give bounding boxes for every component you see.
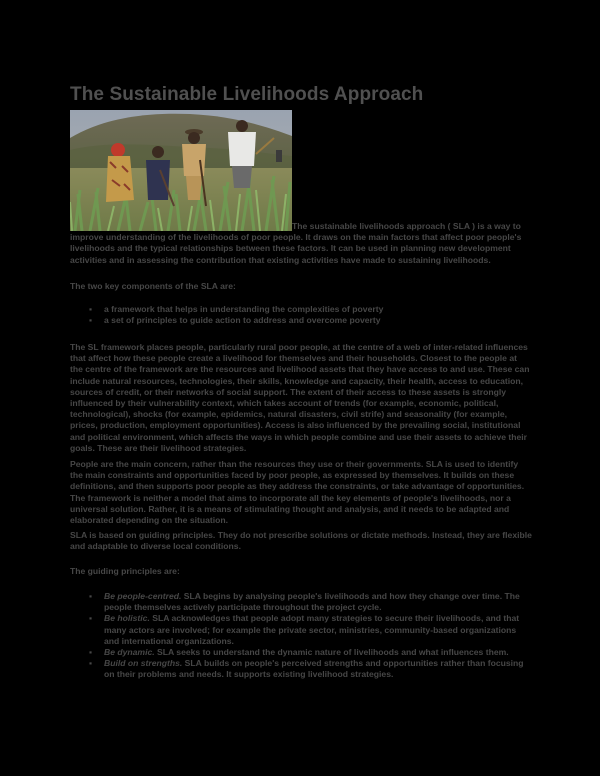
principle-label: Be people-centred. [104,591,182,601]
principle-text: SLA begins by analysing people's livelihoods and how they change over time. The people themselves actively participate throughout the project cycle. [104,591,520,613]
list-item [70,658,532,680]
components-list [70,304,532,326]
page-title: The Sustainable Livelihoods Approach [70,84,424,105]
list-item [70,591,532,613]
farmers-photo [70,110,292,231]
framework-paragraph: The SL framework places people, particularly rural poor people, at the centre of a web of inter-related influences that affect how these people create a livelihood for themselves and their households. Closest to the people at the centre of the framework are the resources and livelihood assets that they have access to and use. These can include natural resources, technologies, their skills, knowledge and capacity, their health, access to education, sources of credit, or their networks of social support. The extent of their access to these assets is strongly influenced by their vulnerability context, which takes account of trends (for example, economic, political, technological), shocks (for example, epidemics, natural disasters, civil strife) and seasonality (for example, prices, production, employment opportunities). Access is also influenced by the prevailing social, institutional and political environment, which affects the ways in which people combine and use their assets to achieve their goals. These are their livelihood strategies. [70,342,530,453]
intro-paragraph: The sustainable livelihoods approach ( SLA ) is a way to improve understanding of the livelihoods of poor people. It draws on the main factors that affect poor people's livelihoods and the typical relationships between these factors. It can be used in planning new development activities and in assessing the contribution that existing activities have made to sustaining livelihoods. [70,221,522,265]
list-item [70,647,532,658]
bullet-icon: ▪ [89,647,93,658]
bullet-icon: ▪ [89,304,93,314]
list-item [70,613,532,647]
principles-intro: The guiding principles are: [70,566,180,576]
bullet-icon: ▪ [89,315,93,326]
principle-text: SLA seeks to understand the dynamic nature of livelihoods and what influences them. [154,647,509,658]
list-item-text: a framework that helps in understanding the complexities of poverty [104,304,384,314]
list-item-text: a set of principles to guide action to address and overcome poverty [104,315,381,326]
principles-list [70,591,532,681]
principle-label: Build on strengths. [104,658,183,669]
principle-label: Be holistic. [104,613,150,624]
bullet-icon: ▪ [89,613,93,624]
bullet-icon: ▪ [89,591,93,601]
components-intro: The two key components of the SLA are: [70,281,236,291]
guiding-paragraph: SLA is based on guiding principles. They do not prescribe solutions or dictate methods. Instead, they are flexible and adaptable to diverse local conditions. [70,530,532,552]
photo-farmers-field-icon [70,110,292,231]
list-item [70,315,532,326]
people-paragraph: People are the main concern, rather than the resources they use or their governments. SLA is used to identify the main constraints and opportunities faced by poor people, as expressed by themselves. It builds on these definitions, and then supports poor people as they address the constraints, or take advantage of opportunities. The framework is neither a model that aims to incorporate all the key elements of people's livelihoods, nor a universal solution. Rather, it is a means of stimulating thought and analysis, and it needs to be adapted and elaborated depending on the situation. [70,459,525,526]
principle-text: SLA acknowledges that people adopt many strategies to secure their livelihoods, and that many actors are involved; for example the private sector, ministries, community-based organizations and international organizations. [104,613,520,646]
bullet-icon: ▪ [89,658,93,669]
list-item [70,304,532,315]
principle-label: Be dynamic. [104,647,155,658]
principle-text: SLA builds on people's perceived strengths and opportunities rather than focusing on their problems and needs. It supports existing livelihood strategies. [104,658,524,680]
